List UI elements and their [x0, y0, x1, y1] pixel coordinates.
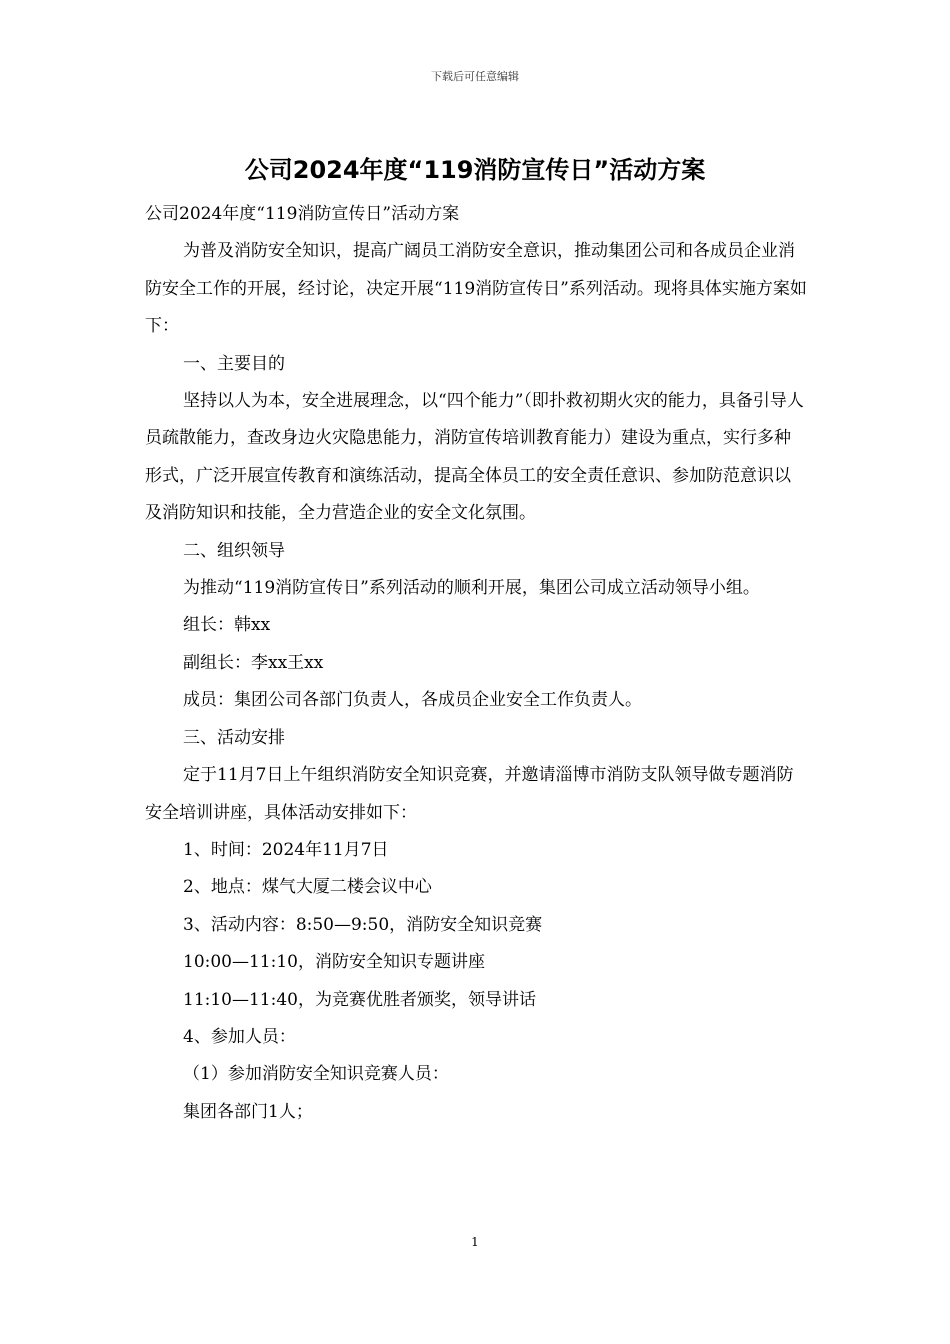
- purpose-heading: 一、主要目的: [183, 353, 285, 374]
- header-note: 下载后可任意编辑: [431, 70, 519, 83]
- purpose-paragraph: 坚持以人为本，安全进展理念，以“四个能力”（即扑救初期火灾的能力，具备引导人员疏散能力，查改身边火灾隐患能力，消防宣传培训教育能力）建设为重点，实行多种形式，广泛开展宣传教育和演练活动，提高全体员工的安全责任意识、参加防范意识以及消防知识和技能，全力营造企业的安全文化氛围。: [145, 391, 804, 524]
- document-title: 公司2024年度“119消防宣传日”活动方案: [244, 156, 706, 184]
- org-paragraph: 为推动“119消防宣传日”系列活动的顺利开展，集团公司成立活动领导小组。: [183, 578, 760, 599]
- page-number: 1: [471, 1235, 479, 1249]
- intro-paragraph: 为普及消防安全知识，提高广阔员工消防安全意识，推动集团公司和各成员企业消防安全工作的开展，经讨论，决定开展“119消防宣传日”系列活动。现将具体实施方案如下：: [145, 241, 807, 337]
- content-line: 3、活动内容：8:50—9:50，消防安全知识竞赛: [183, 914, 543, 935]
- org-heading: 二、组织领导: [183, 540, 285, 561]
- participants-line-2: 集团各部门1人；: [183, 1101, 313, 1122]
- place-line: 2、地点：煤气大厦二楼会议中心: [183, 877, 432, 898]
- content-line-3: 11:10—11:40，为竞赛优胜者颁奖，领导讲话: [183, 989, 536, 1010]
- arrange-heading: 三、活动安排: [183, 727, 285, 748]
- content-line-2: 10:00—11:10，消防安全知识专题讲座: [183, 952, 485, 973]
- deputy-line: 副组长：李xx王xx: [183, 652, 324, 673]
- leader-line: 组长：韩xx: [183, 615, 271, 636]
- time-line: 1、时间：2024年11月7日: [183, 839, 389, 860]
- members-line: 成员：集团公司各部门负责人，各成员企业安全工作负责人。: [183, 690, 642, 711]
- document-body: [145, 196, 807, 1131]
- participants-line: 4、参加人员：: [183, 1026, 296, 1047]
- document-subtitle: 公司2024年度“119消防宣传日”活动方案: [145, 204, 460, 224]
- arrange-paragraph: 定于11月7日上午组织消防安全知识竞赛，并邀请淄博市消防支队领导做专题消防安全培训讲座，具体活动安排如下：: [145, 765, 794, 823]
- participants-line-1: （1）参加消防安全知识竞赛人员：: [183, 1064, 449, 1085]
